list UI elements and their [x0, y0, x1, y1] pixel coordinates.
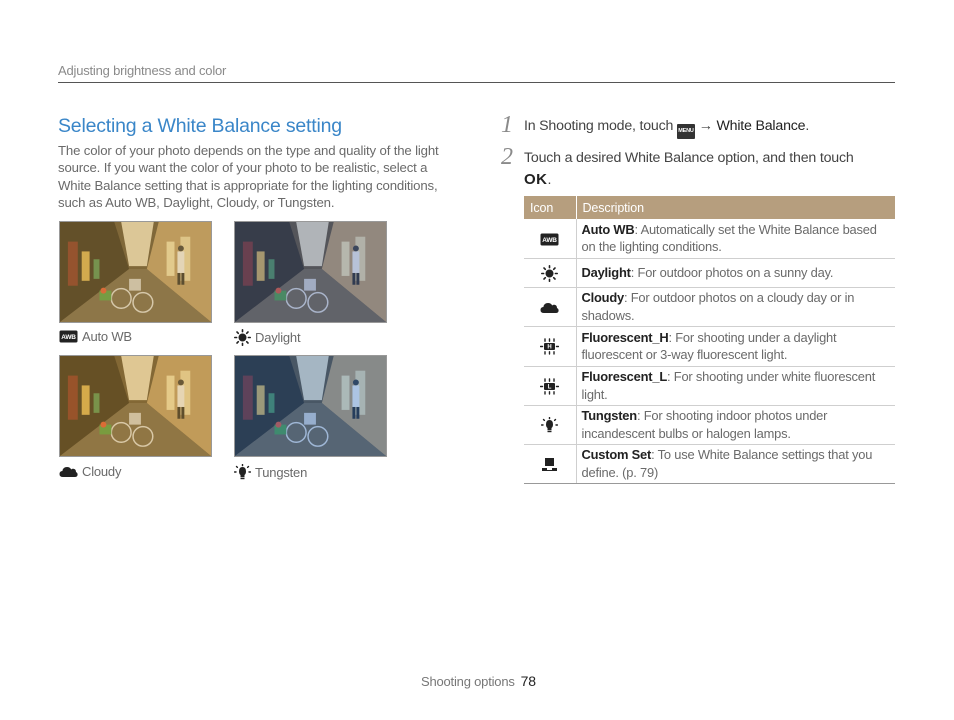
step-number-2: 2: [501, 144, 513, 170]
cloud-icon: [540, 301, 559, 314]
table-row: Daylight: For outdoor photos on a sunny day.: [524, 258, 895, 287]
caption-daylight: Daylight: [234, 329, 300, 346]
photo-auto-wb: [59, 221, 212, 323]
awb-icon: [59, 330, 78, 343]
header-rule: [58, 82, 895, 83]
svg-text:H: H: [547, 344, 552, 351]
table-row: Custom Set: To use White Balance settings that you define. (p. 79): [524, 444, 895, 483]
caption-auto-wb: AWB Auto WB: [59, 329, 132, 344]
custom-set-icon: [541, 457, 558, 472]
page-number: 78: [520, 673, 536, 689]
caption-cloudy: Cloudy: [59, 464, 121, 479]
running-head: Adjusting brightness and color: [58, 63, 227, 78]
bulb-icon: [234, 464, 251, 481]
cloud-icon: [59, 465, 78, 478]
intro-paragraph: The color of your photo depends on the type and quality of the light source. If you want the color of your photo to be realistic, select a White Balance setting that is appropriate for the lighting conditions, such as Auto WB, Daylight, Cloudy, or Tungsten.: [58, 143, 439, 211]
step-2: Touch a desired White Balance option, and then touch OK.: [524, 150, 854, 188]
section-title: Selecting a White Balance setting: [58, 115, 342, 137]
table-row: H Fluorescent_H: For shooting under a daylight fluorescent or 3-way fluorescent light.: [524, 326, 895, 366]
step-1: In Shooting mode, touch MENU → White Balance.: [524, 115, 894, 139]
sun-icon: [234, 329, 251, 346]
fluorescent-h-icon: [540, 338, 559, 355]
table-row: Tungsten: For shooting indoor photos under incandescent bulbs or halogen lamps.: [524, 405, 895, 444]
step-number-1: 1: [501, 112, 513, 138]
photo-tungsten: [234, 355, 387, 457]
svg-text:L: L: [548, 384, 552, 391]
white-balance-table: [524, 196, 895, 484]
fluorescent-l-icon: [540, 378, 559, 395]
footer-section: Shooting options: [421, 674, 515, 689]
ok-key-icon: OK: [524, 171, 548, 188]
sun-icon: [541, 265, 558, 282]
caption-tungsten: Tungsten: [234, 464, 307, 481]
page-footer: [421, 673, 536, 689]
table-row: L Fluorescent_L: For shooting under white fluorescent light.: [524, 366, 895, 405]
svg-text:AWB: AWB: [542, 236, 558, 244]
table-header-description: Description: [576, 196, 895, 219]
photo-cloudy: [59, 355, 212, 457]
photo-daylight: [234, 221, 387, 323]
svg-text:AWB: AWB: [61, 334, 76, 342]
awb-icon: [540, 233, 559, 246]
menu-target: White Balance: [716, 118, 806, 134]
table-row: Cloudy: For outdoor photos on a cloudy day or in shadows.: [524, 287, 895, 326]
bulb-icon: [541, 417, 558, 434]
menu-key-icon: MENU: [677, 124, 695, 139]
table-row: AWB Auto WB: Automatically set the White Balance based on the lighting conditions.: [524, 219, 895, 258]
table-header-icon: Icon: [524, 196, 576, 219]
